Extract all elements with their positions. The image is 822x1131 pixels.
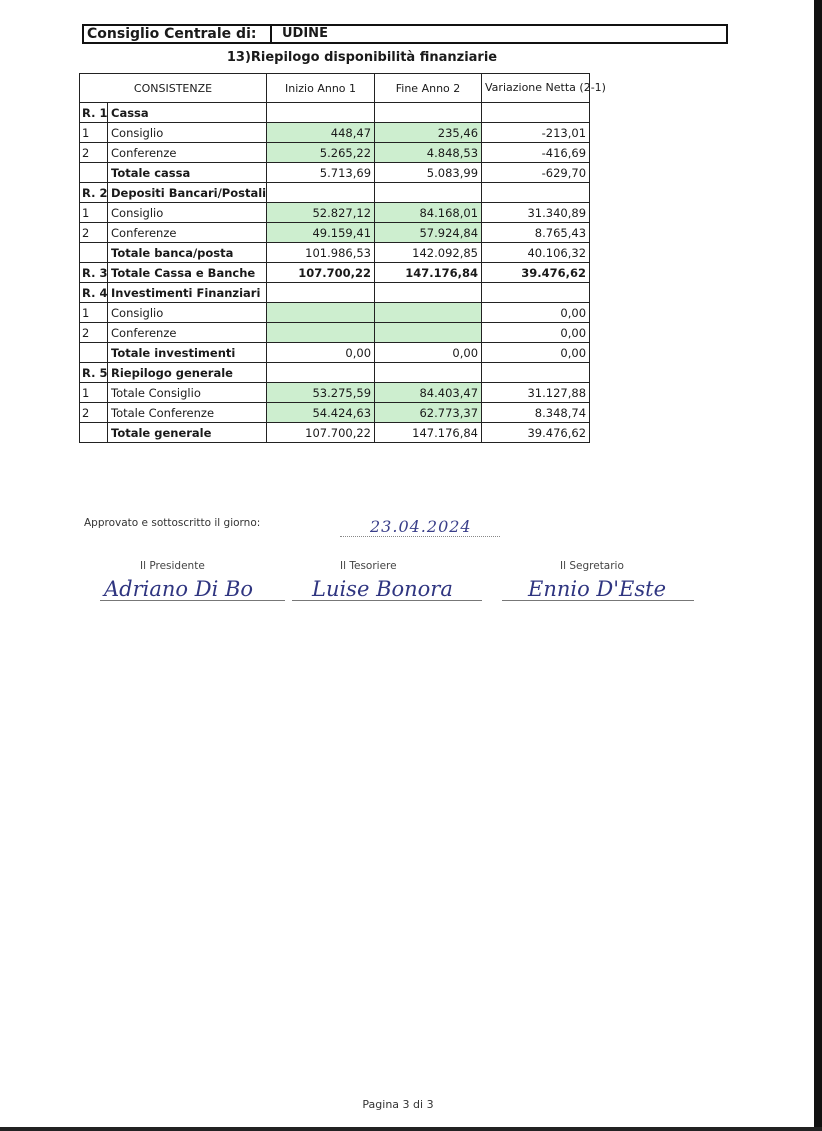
- secretary-signature: Ennio D'Este: [528, 577, 666, 601]
- total-spacer: [80, 243, 108, 263]
- row-number: 2: [80, 403, 108, 423]
- total-label: Totale investimenti: [108, 343, 267, 363]
- row-label: Consiglio: [108, 303, 267, 323]
- section-title: Totale Cassa e Banche: [108, 263, 267, 283]
- treasurer-role: Il Tesoriere: [340, 560, 397, 572]
- row-variation-value: 8.348,74: [482, 403, 590, 423]
- row-end-value: 84.168,01: [375, 203, 482, 223]
- total-start-value: 107.700,22: [267, 423, 375, 443]
- table-row: [80, 383, 590, 403]
- row-number: 1: [80, 383, 108, 403]
- row-start-value: 52.827,12: [267, 203, 375, 223]
- president-signature-line: [100, 600, 285, 601]
- section-code: R. 4: [80, 283, 108, 303]
- row-label: Consiglio: [108, 123, 267, 143]
- section-header-row: [80, 363, 590, 383]
- section-value-start: 107.700,22: [267, 263, 375, 283]
- row-start-value: 448,47: [267, 123, 375, 143]
- row-end-value: [375, 323, 482, 343]
- row-variation-value: 8.765,43: [482, 223, 590, 243]
- section-value-end: [375, 283, 482, 303]
- section-value-var: [482, 103, 590, 123]
- table-row: [80, 303, 590, 323]
- row-label: Conferenze: [108, 323, 267, 343]
- row-number: 1: [80, 303, 108, 323]
- row-end-value: 57.924,84: [375, 223, 482, 243]
- row-end-value: [375, 303, 482, 323]
- row-variation-value: 0,00: [482, 323, 590, 343]
- table-row: [80, 223, 590, 243]
- approval-label: Approvato e sottoscritto il giorno:: [84, 517, 261, 529]
- row-start-value: [267, 303, 375, 323]
- row-variation-value: -213,01: [482, 123, 590, 143]
- section-header-row: [80, 103, 590, 123]
- treasurer-signature: Luise Bonora: [312, 577, 453, 601]
- section-code: R. 1: [80, 103, 108, 123]
- header-bar: [82, 24, 728, 44]
- section-value-var: [482, 283, 590, 303]
- scan-edge-bottom: [0, 1127, 822, 1131]
- total-end-value: 147.176,84: [375, 423, 482, 443]
- column-header-variation: Variazione Netta (2-1): [482, 74, 590, 103]
- total-label: Totale banca/posta: [108, 243, 267, 263]
- row-label: Conferenze: [108, 143, 267, 163]
- row-variation-value: 0,00: [482, 303, 590, 323]
- row-start-value: [267, 323, 375, 343]
- row-end-value: 235,46: [375, 123, 482, 143]
- section-title: Depositi Bancari/Postali: [108, 183, 267, 203]
- total-row: [80, 163, 590, 183]
- section-value-end: [375, 103, 482, 123]
- page-footer: Pagina 3 di 3: [362, 1098, 434, 1111]
- approval-date: 23.04.2024: [370, 517, 472, 536]
- row-number: 1: [80, 123, 108, 143]
- table-row: [80, 123, 590, 143]
- section-code: R. 3: [80, 263, 108, 283]
- row-label: Totale Conferenze: [108, 403, 267, 423]
- total-row: [80, 343, 590, 363]
- section-value-var: 39.476,62: [482, 263, 590, 283]
- row-number: 1: [80, 203, 108, 223]
- section-value-start: [267, 283, 375, 303]
- section-value-start: [267, 363, 375, 383]
- section-code: R. 5: [80, 363, 108, 383]
- total-end-value: 5.083,99: [375, 163, 482, 183]
- date-line: [340, 536, 500, 537]
- section-header-row: [80, 283, 590, 303]
- total-row: [80, 243, 590, 263]
- total-spacer: [80, 343, 108, 363]
- total-label: Totale generale: [108, 423, 267, 443]
- header-label: Consiglio Centrale di:: [84, 26, 272, 42]
- total-label: Totale cassa: [108, 163, 267, 183]
- total-start-value: 5.713,69: [267, 163, 375, 183]
- row-label: Consiglio: [108, 203, 267, 223]
- table-row: [80, 143, 590, 163]
- president-role: Il Presidente: [140, 560, 205, 572]
- total-end-value: 0,00: [375, 343, 482, 363]
- row-start-value: 53.275,59: [267, 383, 375, 403]
- row-number: 2: [80, 323, 108, 343]
- section-value-end: [375, 363, 482, 383]
- section-value-start: [267, 183, 375, 203]
- summary-table: [79, 73, 606, 443]
- total-variation-value: -629,70: [482, 163, 590, 183]
- row-variation-value: -416,69: [482, 143, 590, 163]
- section-value-end: 147.176,84: [375, 263, 482, 283]
- total-start-value: 101.986,53: [267, 243, 375, 263]
- section-title: Riepilogo generale: [108, 363, 267, 383]
- column-header-end: Fine Anno 2: [375, 74, 482, 103]
- row-end-value: 84.403,47: [375, 383, 482, 403]
- total-start-value: 0,00: [267, 343, 375, 363]
- section-title: Cassa: [108, 103, 267, 123]
- row-end-value: 62.773,37: [375, 403, 482, 423]
- scan-edge-right: [814, 0, 822, 1131]
- row-end-value: 4.848,53: [375, 143, 482, 163]
- section-title: Investimenti Finanziari: [108, 283, 267, 303]
- table-row: [80, 323, 590, 343]
- total-spacer: [80, 423, 108, 443]
- column-header-start: Inizio Anno 1: [267, 74, 375, 103]
- table-row: [80, 203, 590, 223]
- total-spacer: [80, 163, 108, 183]
- treasurer-signature-line: [292, 600, 482, 601]
- section-value-var: [482, 183, 590, 203]
- total-row: [80, 423, 590, 443]
- total-variation-value: 0,00: [482, 343, 590, 363]
- column-header-label: CONSISTENZE: [80, 74, 267, 103]
- row-label: Conferenze: [108, 223, 267, 243]
- row-start-value: 49.159,41: [267, 223, 375, 243]
- row-start-value: 5.265,22: [267, 143, 375, 163]
- row-number: 2: [80, 223, 108, 243]
- row-variation-value: 31.340,89: [482, 203, 590, 223]
- secretary-signature-line: [502, 600, 694, 601]
- row-variation-value: 31.127,88: [482, 383, 590, 403]
- header-value: UDINE: [282, 26, 328, 41]
- section-code: R. 2: [80, 183, 108, 203]
- section-value-end: [375, 183, 482, 203]
- page-title: 13)Riepilogo disponibilità finanziarie: [226, 50, 498, 65]
- section-value-var: [482, 363, 590, 383]
- total-end-value: 142.092,85: [375, 243, 482, 263]
- row-label: Totale Consiglio: [108, 383, 267, 403]
- section-value-start: [267, 103, 375, 123]
- row-number: 2: [80, 143, 108, 163]
- table-row: [80, 403, 590, 423]
- president-signature: Adriano Di Bo: [104, 577, 254, 601]
- table-body: [80, 103, 590, 443]
- total-variation-value: 39.476,62: [482, 423, 590, 443]
- row-start-value: 54.424,63: [267, 403, 375, 423]
- secretary-role: Il Segretario: [560, 560, 624, 572]
- table-header-row: [80, 74, 590, 103]
- total-variation-value: 40.106,32: [482, 243, 590, 263]
- section-header-row: [80, 183, 590, 203]
- section-header-row: [80, 263, 590, 283]
